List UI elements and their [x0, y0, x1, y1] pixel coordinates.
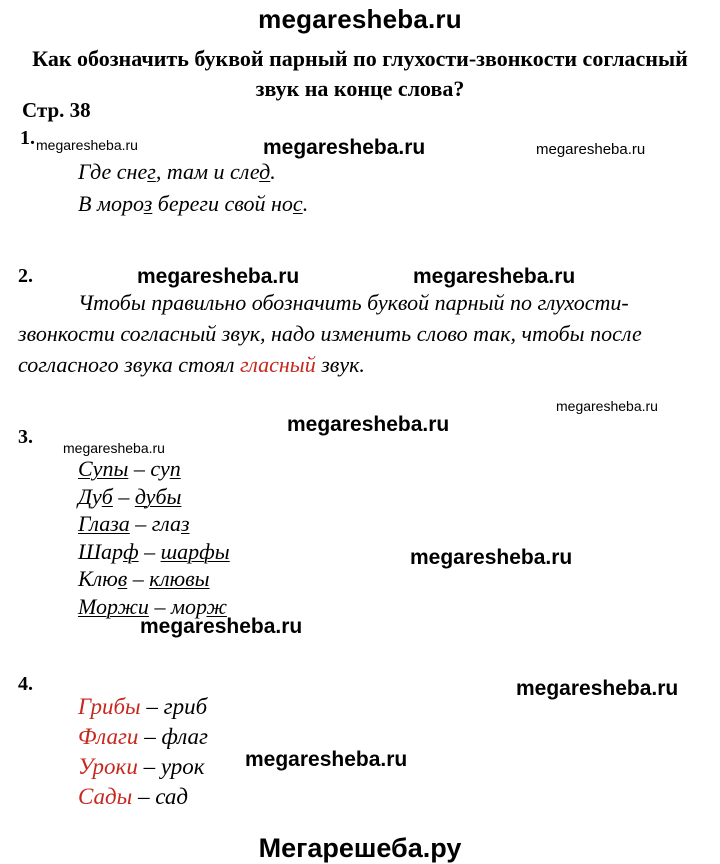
page-number-label: Стр. 38 — [22, 98, 91, 122]
underlined-letters: шарфы — [160, 538, 230, 564]
text-segment: Где сне — [78, 159, 148, 184]
highlighted-word: гласный — [239, 352, 316, 377]
text-segment: – флаг — [138, 724, 208, 749]
watermark-s4-center: megaresheba.ru — [245, 748, 408, 771]
underlined-letters: з — [143, 191, 153, 216]
text-line — [78, 188, 308, 220]
text-segment: – гриб — [140, 694, 208, 719]
underlined-letters: ф — [122, 538, 139, 564]
underlined-letters: с — [292, 191, 303, 216]
text-segment: . — [302, 191, 309, 216]
text-segment: – мор — [148, 593, 207, 619]
underlined-letters: з — [180, 511, 190, 536]
watermark-s3-mid: megaresheba.ru — [410, 546, 573, 569]
underlined-letters: п — [169, 456, 181, 481]
text-segment: Клю — [78, 566, 118, 591]
underlined-letters: дубы — [134, 483, 182, 509]
highlighted-word: Уроки — [78, 754, 138, 779]
watermark-s3-topright: megaresheba.ru — [556, 398, 658, 414]
exercise-1-answer — [78, 156, 308, 220]
text-line — [78, 455, 230, 483]
highlighted-word: Грибы — [78, 694, 141, 719]
text-segment: – сад — [132, 784, 188, 809]
watermark-s3-center: megaresheba.ru — [287, 413, 450, 436]
text-line — [78, 722, 208, 752]
watermark-s2-left: megaresheba.ru — [137, 265, 300, 288]
text-segment: – — [112, 483, 135, 509]
text-segment: Чтобы правильно обозначить буквой парный по глухости- — [78, 290, 629, 315]
watermark-s2-right: megaresheba.ru — [413, 265, 576, 288]
page-title — [0, 44, 720, 104]
text-line — [18, 287, 642, 318]
underlined-letters: Глаза — [78, 511, 130, 536]
text-segment: В моро — [78, 191, 144, 216]
exercise-2-answer — [18, 287, 642, 380]
text-line — [18, 318, 642, 349]
underlined-letters: клювы — [149, 566, 210, 591]
text-line — [78, 565, 230, 593]
watermark-s4-right: megaresheba.ru — [516, 677, 679, 700]
site-title-bottom: Мегарешеба.ру — [258, 833, 462, 863]
watermark-s3-small: megaresheba.ru — [63, 440, 165, 456]
page-title-line1: Как обозначить буквой парный по глухости-звонкости согласный — [32, 46, 688, 71]
text-segment: – урок — [137, 754, 205, 779]
text-line — [78, 752, 208, 782]
text-segment: согласного звука стоял — [18, 352, 240, 377]
site-watermark-top: megaresheba.ru — [258, 4, 462, 34]
exercise-number-1: 1. — [20, 127, 35, 149]
text-segment: звонкости согласный звук, надо изменить слово так, чтобы после — [18, 321, 642, 346]
exercise-number-2: 2. — [18, 265, 33, 287]
text-segment: – — [127, 566, 150, 591]
text-segment: звук. — [315, 352, 365, 377]
underlined-letters: ж — [206, 593, 227, 619]
underlined-letters: в — [117, 566, 128, 591]
text-segment: Ду — [78, 483, 102, 509]
exercise-number-3: 3. — [18, 426, 33, 448]
text-line — [18, 349, 642, 380]
text-segment: – су — [128, 456, 170, 481]
highlighted-word: Сады — [78, 784, 133, 809]
exercise-4-answer — [78, 692, 208, 812]
highlighted-word: Флаги — [78, 724, 139, 749]
text-segment: Шар — [78, 538, 123, 564]
underlined-letters: Супы — [78, 456, 129, 481]
underlined-letters: б — [101, 483, 113, 509]
text-segment: . — [270, 159, 276, 184]
text-line — [78, 483, 230, 511]
text-segment: , там и сле — [155, 159, 260, 184]
underlined-letters: г — [147, 159, 156, 184]
text-line — [78, 692, 208, 722]
watermark-s1-center: megaresheba.ru — [263, 136, 426, 159]
text-line — [78, 510, 230, 538]
text-segment: – — [138, 538, 161, 564]
text-segment: – гла — [129, 511, 181, 536]
watermark-s1-right: megaresheba.ru — [536, 141, 646, 158]
watermark-s1-small: megaresheba.ru — [36, 137, 138, 153]
text-line — [78, 782, 208, 812]
text-segment: береги свой но — [152, 191, 293, 216]
underlined-letters: д — [259, 159, 271, 184]
exercise-3-answer — [78, 455, 230, 620]
exercise-number-4: 4. — [18, 673, 33, 695]
page-title-line2: звук на конце слова? — [255, 76, 465, 101]
watermark-s3-below: megaresheba.ru — [140, 615, 303, 638]
text-line — [78, 156, 308, 188]
underlined-letters: Моржи — [78, 593, 149, 619]
text-line — [78, 538, 230, 566]
